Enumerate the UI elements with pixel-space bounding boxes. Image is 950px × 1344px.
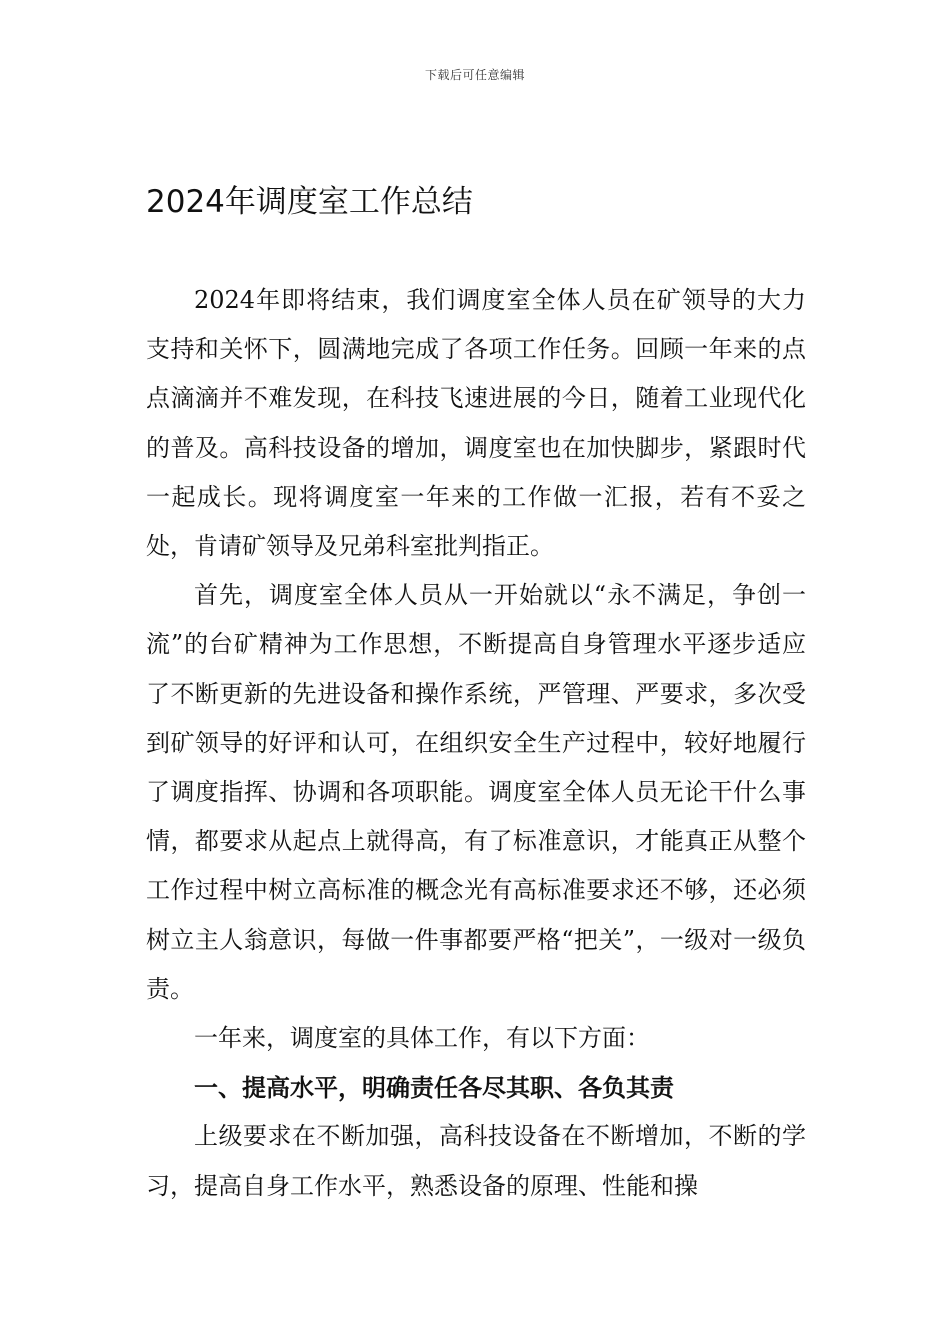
paragraph-intro: 2024年即将结束，我们调度室全体人员在矿领导的大力支持和关怀下，圆满地完成了各项工作任务。回顾一年来的点点滴滴并不难发现，在科技飞速进展的今日，随着工业现代化的普及。高科技设备的增加，调度室也在加快脚步，紧跟时代一起成长。现将调度室一年来的工作做一汇报，若有不妥之处，肯请矿领导及兄弟科室批判指正。 — [146, 286, 806, 561]
document-body — [146, 276, 806, 1211]
page-header-note: 下载后可任意编辑 — [424, 68, 525, 82]
paragraph-overview: 一年来，调度室的具体工作，有以下方面： — [194, 1024, 650, 1053]
paragraph-first: 首先，调度室全体人员从一开始就以“永不满足，争创一流”的台矿精神为工作思想，不断提高自身管理水平逐步适应了不断更新的先进设备和操作系统，严管理、严要求，多次受到矿领导的好评和认可，在组织安全生产过程中，较好地履行了调度指挥、协调和各项职能。调度室全体人员无论干什么事情，都要求从起点上就得高，有了标准意识，才能真正从整个工作过程中树立高标准的概念光有高标准要求还不够，还必须树立主人翁意识，每做一件事都要严格“把关”，一级对一级负责。 — [146, 581, 806, 1003]
document-title: 2024年调度室工作总结 — [146, 184, 473, 220]
section-heading-1: 一、提高水平，明确责任各尽其职、各负其责 — [194, 1073, 674, 1103]
paragraph-section-1: 上级要求在不断加强，高科技设备在不断增加，不断的学习，提高自身工作水平，熟悉设备的原理、性能和操 — [146, 1122, 806, 1200]
